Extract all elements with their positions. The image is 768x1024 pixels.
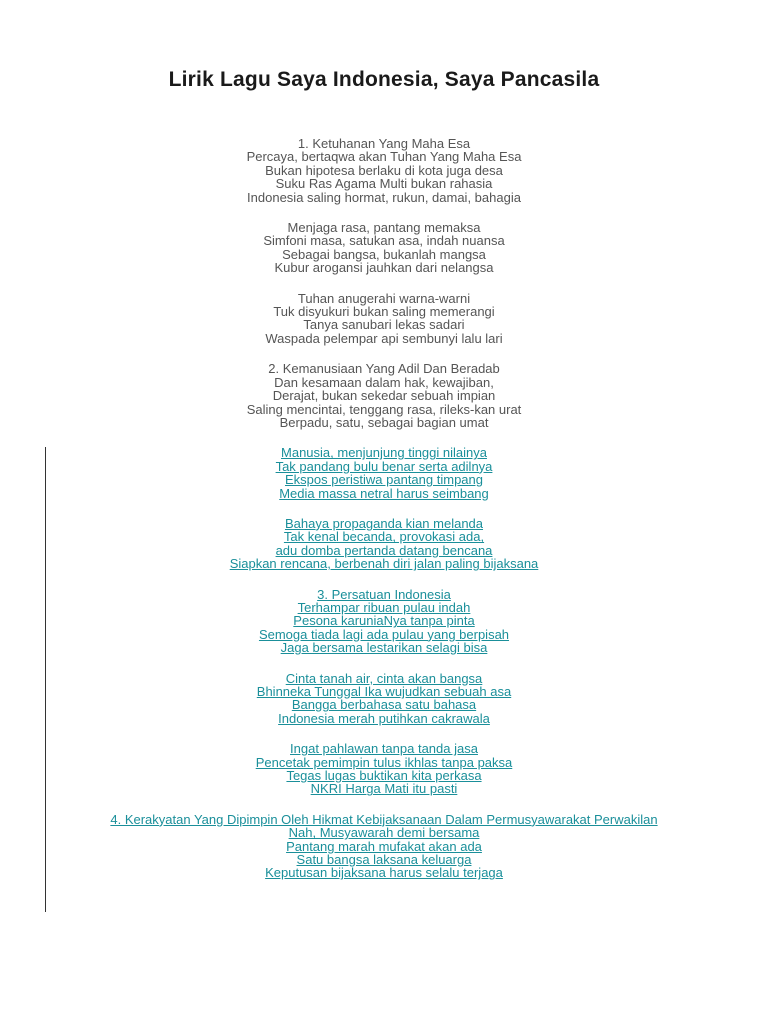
lyric-link[interactable]: Pantang marah mufakat akan ada <box>286 838 482 854</box>
lyric-line: 1. Ketuhanan Yang Maha Esa <box>297 136 471 151</box>
lyric-line: Derajat, bukan sekedar sebuah impian <box>272 388 496 404</box>
lyric-link[interactable]: Nah, Musyawarah demi bersama <box>288 825 480 841</box>
lyric-line: Dan kesamaan dalam hak, kewajiban, <box>274 374 494 390</box>
lyric-line: Sebagai bangsa, bukanlah mangsa <box>282 246 486 262</box>
lyric-link[interactable]: Cinta tanah air, cinta akan bangsa <box>285 670 483 686</box>
lyric-link[interactable]: Indonesia merah putihkan cakrawala <box>278 710 490 726</box>
lyric-link[interactable]: Siapkan rencana, berbenah diri jalan paling bijaksana <box>229 556 539 572</box>
lyric-line: Bukan hipotesa berlaku di kota juga desa <box>265 162 503 178</box>
lyric-link[interactable]: Keputusan bijaksana harus selalu terjaga <box>265 865 503 881</box>
lyric-link[interactable]: Satu bangsa laksana keluarga <box>296 852 472 868</box>
lyric-line: Indonesia saling hormat, rukun, damai, bahagia <box>247 189 521 205</box>
lyric-line: Percaya, bertaqwa akan Tuhan Yang Maha Esa <box>246 149 522 165</box>
lyric-line: Suku Ras Agama Multi bukan rahasia <box>275 176 493 192</box>
lyric-line: Simfoni masa, satukan asa, indah nuansa <box>263 233 505 249</box>
stanza <box>0 813 768 880</box>
stanza <box>0 292 768 346</box>
lyric-link[interactable]: Jaga bersama lestarikan selagi bisa <box>280 640 488 656</box>
lyric-link[interactable]: Bahaya propaganda kian melanda <box>284 515 484 531</box>
lyric-link[interactable]: Ingat pahlawan tanpa tanda jasa <box>290 741 478 757</box>
stanza <box>0 362 768 429</box>
lyric-link[interactable]: NKRI Harga Mati itu pasti <box>310 781 458 797</box>
stanza <box>0 588 768 655</box>
lyric-link[interactable]: 4. Kerakyatan Yang Dipimpin Oleh Hikmat Kebijaksanaan Dalam Permusyawarakat Perwakilan <box>110 811 658 827</box>
lyric-line: Kubur arogansi jauhkan dari nelangsa <box>274 260 494 276</box>
lyric-link[interactable]: Pencetak pemimpin tulus ikhlas tanpa paksa <box>255 754 513 770</box>
lyric-line: Tuhan anugerahi warna-warni <box>297 290 471 306</box>
stanza <box>0 742 768 796</box>
lyric-line: Menjaga rasa, pantang memaksa <box>287 220 481 236</box>
stanza <box>0 137 768 204</box>
lyric-link[interactable]: Terhampar ribuan pulau indah <box>297 599 471 615</box>
lyric-link[interactable]: Ekspos peristiwa pantang timpang <box>284 472 483 488</box>
lyrics-body <box>0 137 768 897</box>
page-title: Lirik Lagu Saya Indonesia, Saya Pancasila <box>168 68 600 91</box>
lyric-line: Saling mencintai, tenggang rasa, rileks-kan urat <box>246 401 522 417</box>
lyric-link[interactable]: Tak pandang bulu benar serta adilnya <box>275 458 493 474</box>
stanza <box>0 446 768 500</box>
lyric-line: Tuk disyukuri bukan saling memerangi <box>273 304 495 320</box>
lyric-link[interactable]: 3. Persatuan Indonesia <box>317 586 451 602</box>
lyric-link[interactable]: Bhinneka Tunggal Ika wujudkan sebuah asa <box>256 684 512 699</box>
lyric-link[interactable]: Bangga berbahasa satu bahasa <box>291 697 477 713</box>
lyric-link[interactable]: adu domba pertanda datang bencana <box>275 542 493 558</box>
stanza <box>0 517 768 571</box>
lyric-line: Tanya sanubari lekas sadari <box>303 317 465 333</box>
lyric-link[interactable]: Semoga tiada lagi ada pulau yang berpisah <box>258 626 510 642</box>
lyric-link[interactable]: Manusia, menjunjung tinggi nilainya <box>281 445 487 461</box>
lyric-line: Berpadu, satu, sebagai bagian umat <box>279 414 489 430</box>
lyric-line: Waspada pelempar api sembunyi lalu lari <box>265 330 503 346</box>
lyric-link[interactable]: Tegas lugas buktikan kita perkasa <box>286 768 482 784</box>
lyric-link[interactable]: Tak kenal becanda, provokasi ada, <box>283 529 485 545</box>
stanza <box>0 221 768 275</box>
lyric-link[interactable]: Pesona karuniaNya tanpa pinta <box>293 613 475 629</box>
lyric-link[interactable]: Media massa netral harus seimbang <box>279 485 489 501</box>
stanza <box>0 672 768 726</box>
lyric-line: 2. Kemanusiaan Yang Adil Dan Beradab <box>268 361 500 377</box>
